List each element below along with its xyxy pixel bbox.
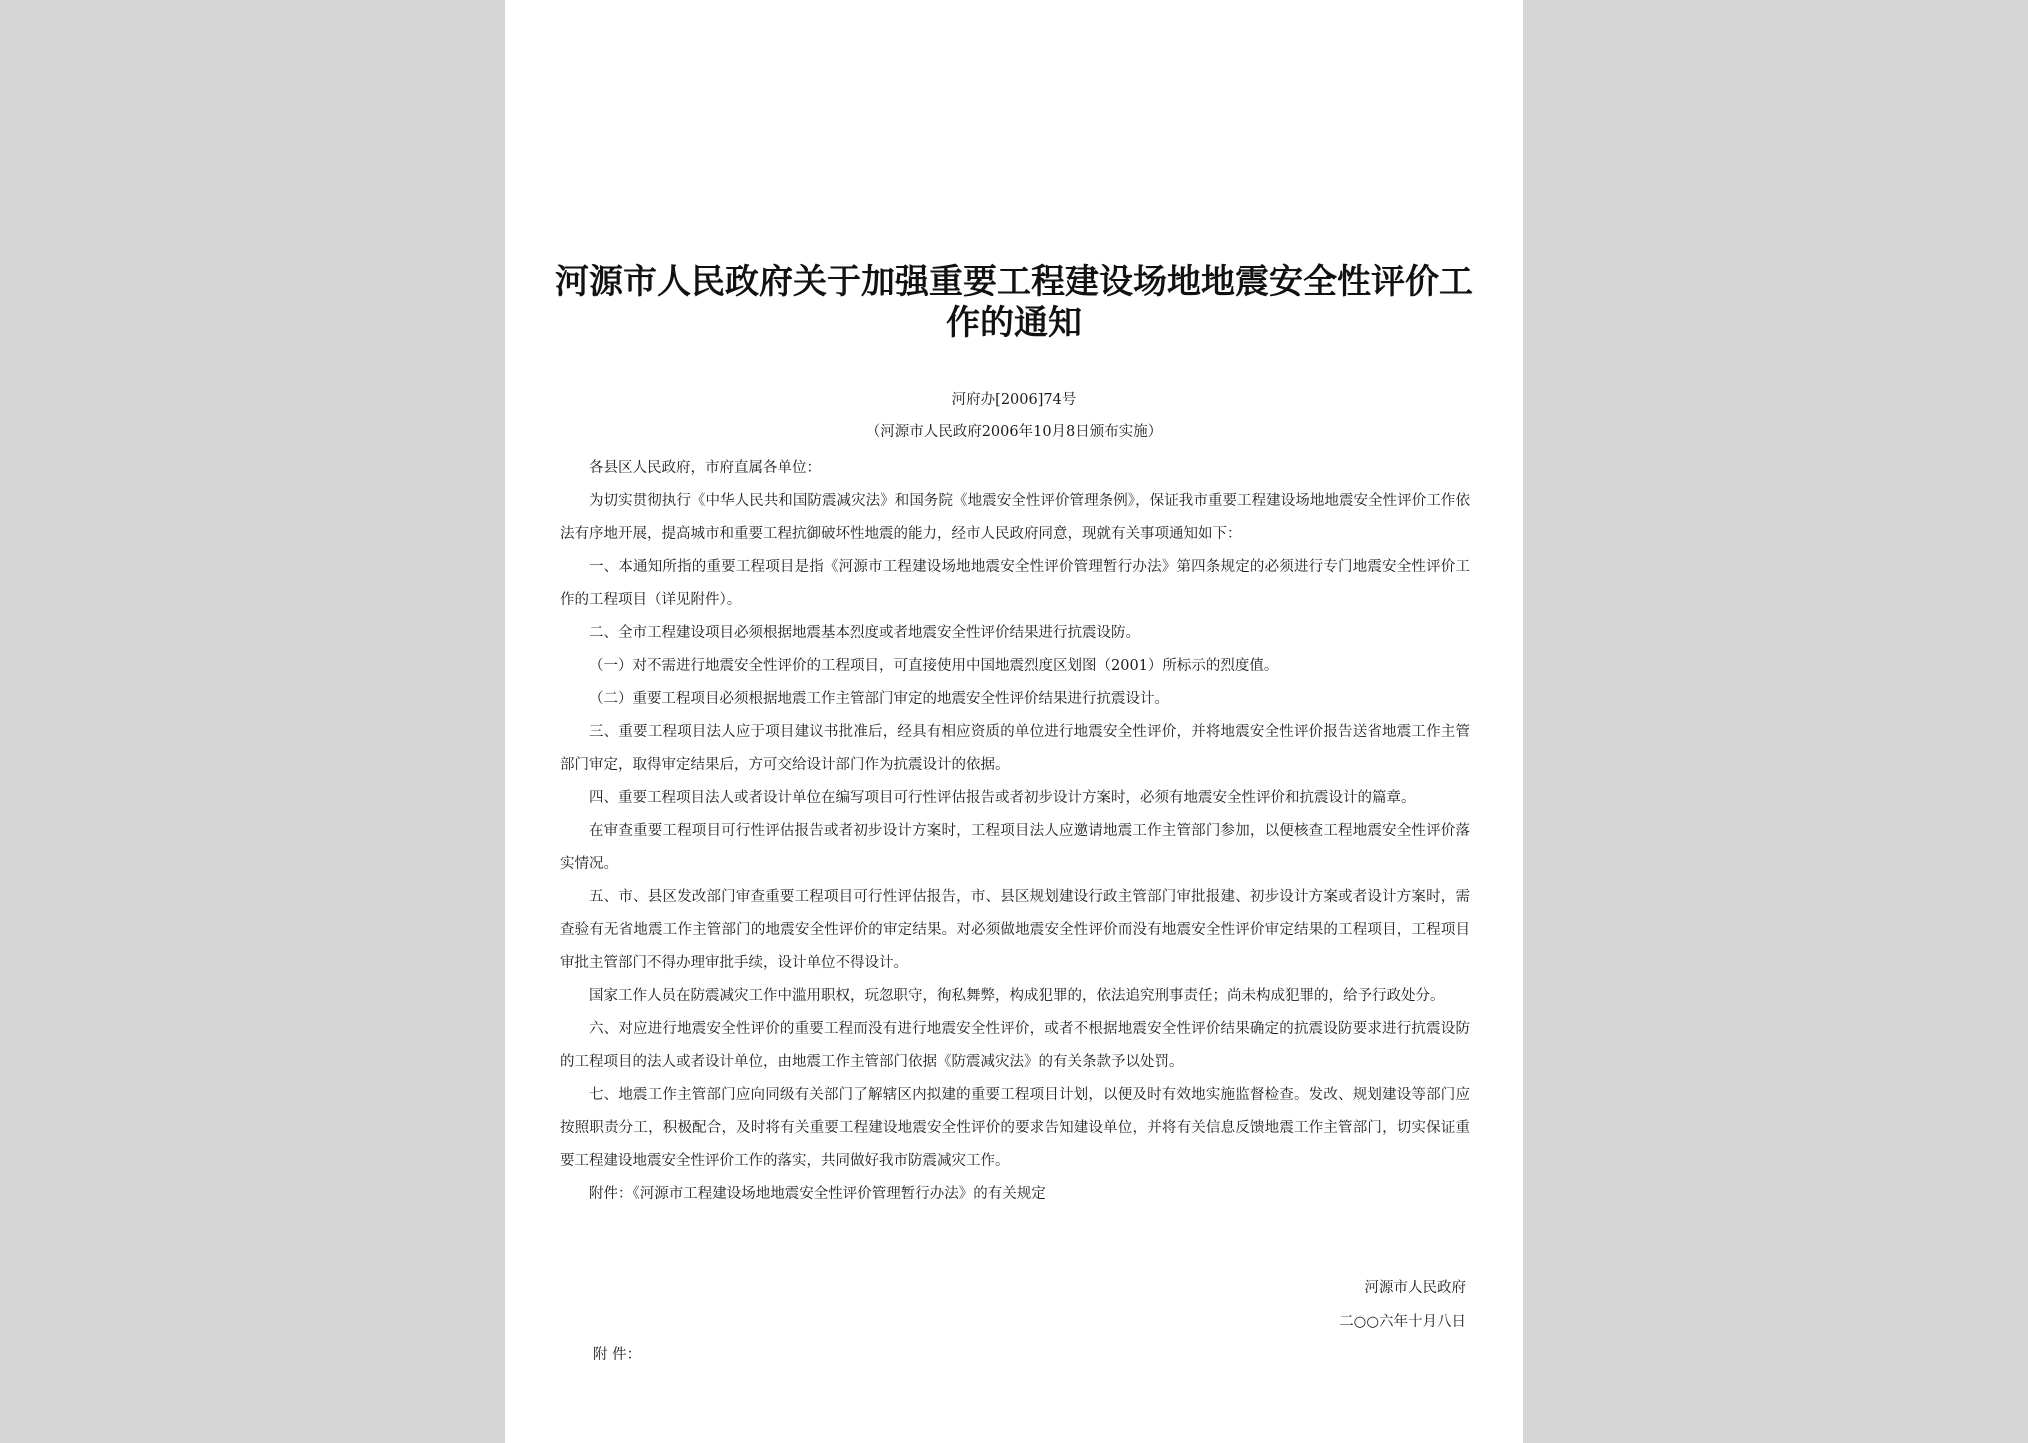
paragraph: 七、地震工作主管部门应向同级有关部门了解辖区内拟建的重要工程项目计划，以便及时有效地实施监督检查。发改、规划建设等部门应按照职责分工，积极配合，及时将有关重要工程建设地震安全性评价的要求告知建设单位，并将有关信息反馈地震工作主管部门，切实保证重要工程建设地震安全性评价工作的落实，共同做好我市防震减灾工作。 [560,1087,1470,1169]
paragraph: 四、重要工程项目法人或者设计单位在编写项目可行性评估报告或者初步设计方案时，必须有地震安全性评价和抗震设计的篇章。 [589,790,1416,806]
signature-date: 二○○六年十月八日 [1339,1314,1466,1330]
signature: 河源市人民政府 [1364,1280,1466,1296]
paragraph: 一、本通知所指的重要工程项目是指《河源市工程建设场地地震安全性评价管理暂行办法》第四条规定的必须进行专门地震安全性评价工作的工程项目（详见附件）。 [560,559,1470,608]
paragraph-addressee: 各县区人民政府，市府直属各单位： [589,460,821,476]
paragraph: 六、对应进行地震安全性评价的重要工程而没有进行地震安全性评价，或者不根据地震安全性评价结果确定的抗震设防要求进行抗震设防的工程项目的法人或者设计单位，由地震工作主管部门依据《防震减灾法》的有关条款予以处罚。 [560,1021,1470,1070]
document-body [560,452,1470,1211]
paragraph: （二）重要工程项目必须根据地震工作主管部门审定的地震安全性评价结果进行抗震设计。 [589,691,1169,707]
paragraph: （一）对不需进行地震安全性评价的工程项目，可直接使用中国地震烈度区划图（2001）所标示的烈度值。 [589,658,1279,674]
document-title: 河源市人民政府关于加强重要工程建设场地地震安全性评价工作的通知 [555,262,1473,343]
issued-note: （河源市人民政府2006年10月8日颁布实施） [865,424,1163,440]
paragraph: 在审查重要工程项目可行性评估报告或者初步设计方案时，工程项目法人应邀请地震工作主管部门参加，以便核查工程地震安全性评价落实情况。 [560,823,1470,872]
paragraph: 五、市、县区发改部门审查重要工程项目可行性评估报告，市、县区规划建设行政主管部门审批报建、初步设计方案或者设计方案时，需查验有无省地震工作主管部门的地震安全性评价的审定结果。对必须做地震安全性评价而没有地震安全性评价审定结果的工程项目，工程项目审批主管部门不得办理审批手续，设计单位不得设计。 [560,889,1470,971]
paragraph: 国家工作人员在防震减灾工作中滥用职权，玩忽职守，徇私舞弊，构成犯罪的，依法追究刑事责任；尚未构成犯罪的，给予行政处分。 [589,988,1445,1004]
paragraph: 三、重要工程项目法人应于项目建议书批准后，经具有相应资质的单位进行地震安全性评价，并将地震安全性评价报告送省地震工作主管部门审定，取得审定结果后，方可交给设计部门作为抗震设计的依据。 [560,724,1470,773]
paragraph-attachment-ref: 附件：《河源市工程建设场地地震安全性评价管理暂行办法》的有关规定 [589,1186,1046,1202]
paragraph: 二、全市工程建设项目必须根据地震基本烈度或者地震安全性评价结果进行抗震设防。 [589,625,1140,641]
attachment-label: 附 件： [593,1347,642,1363]
paragraph: 为切实贯彻执行《中华人民共和国防震减灾法》和国务院《地震安全性评价管理条例》，保证我市重要工程建设场地地震安全性评价工作依法有序地开展，提高城市和重要工程抗御破坏性地震的能力，经市人民政府同意，现就有关事项通知如下： [560,493,1470,542]
document-number: 河府办[2006]74号 [951,392,1077,408]
document-page [505,0,1523,1443]
